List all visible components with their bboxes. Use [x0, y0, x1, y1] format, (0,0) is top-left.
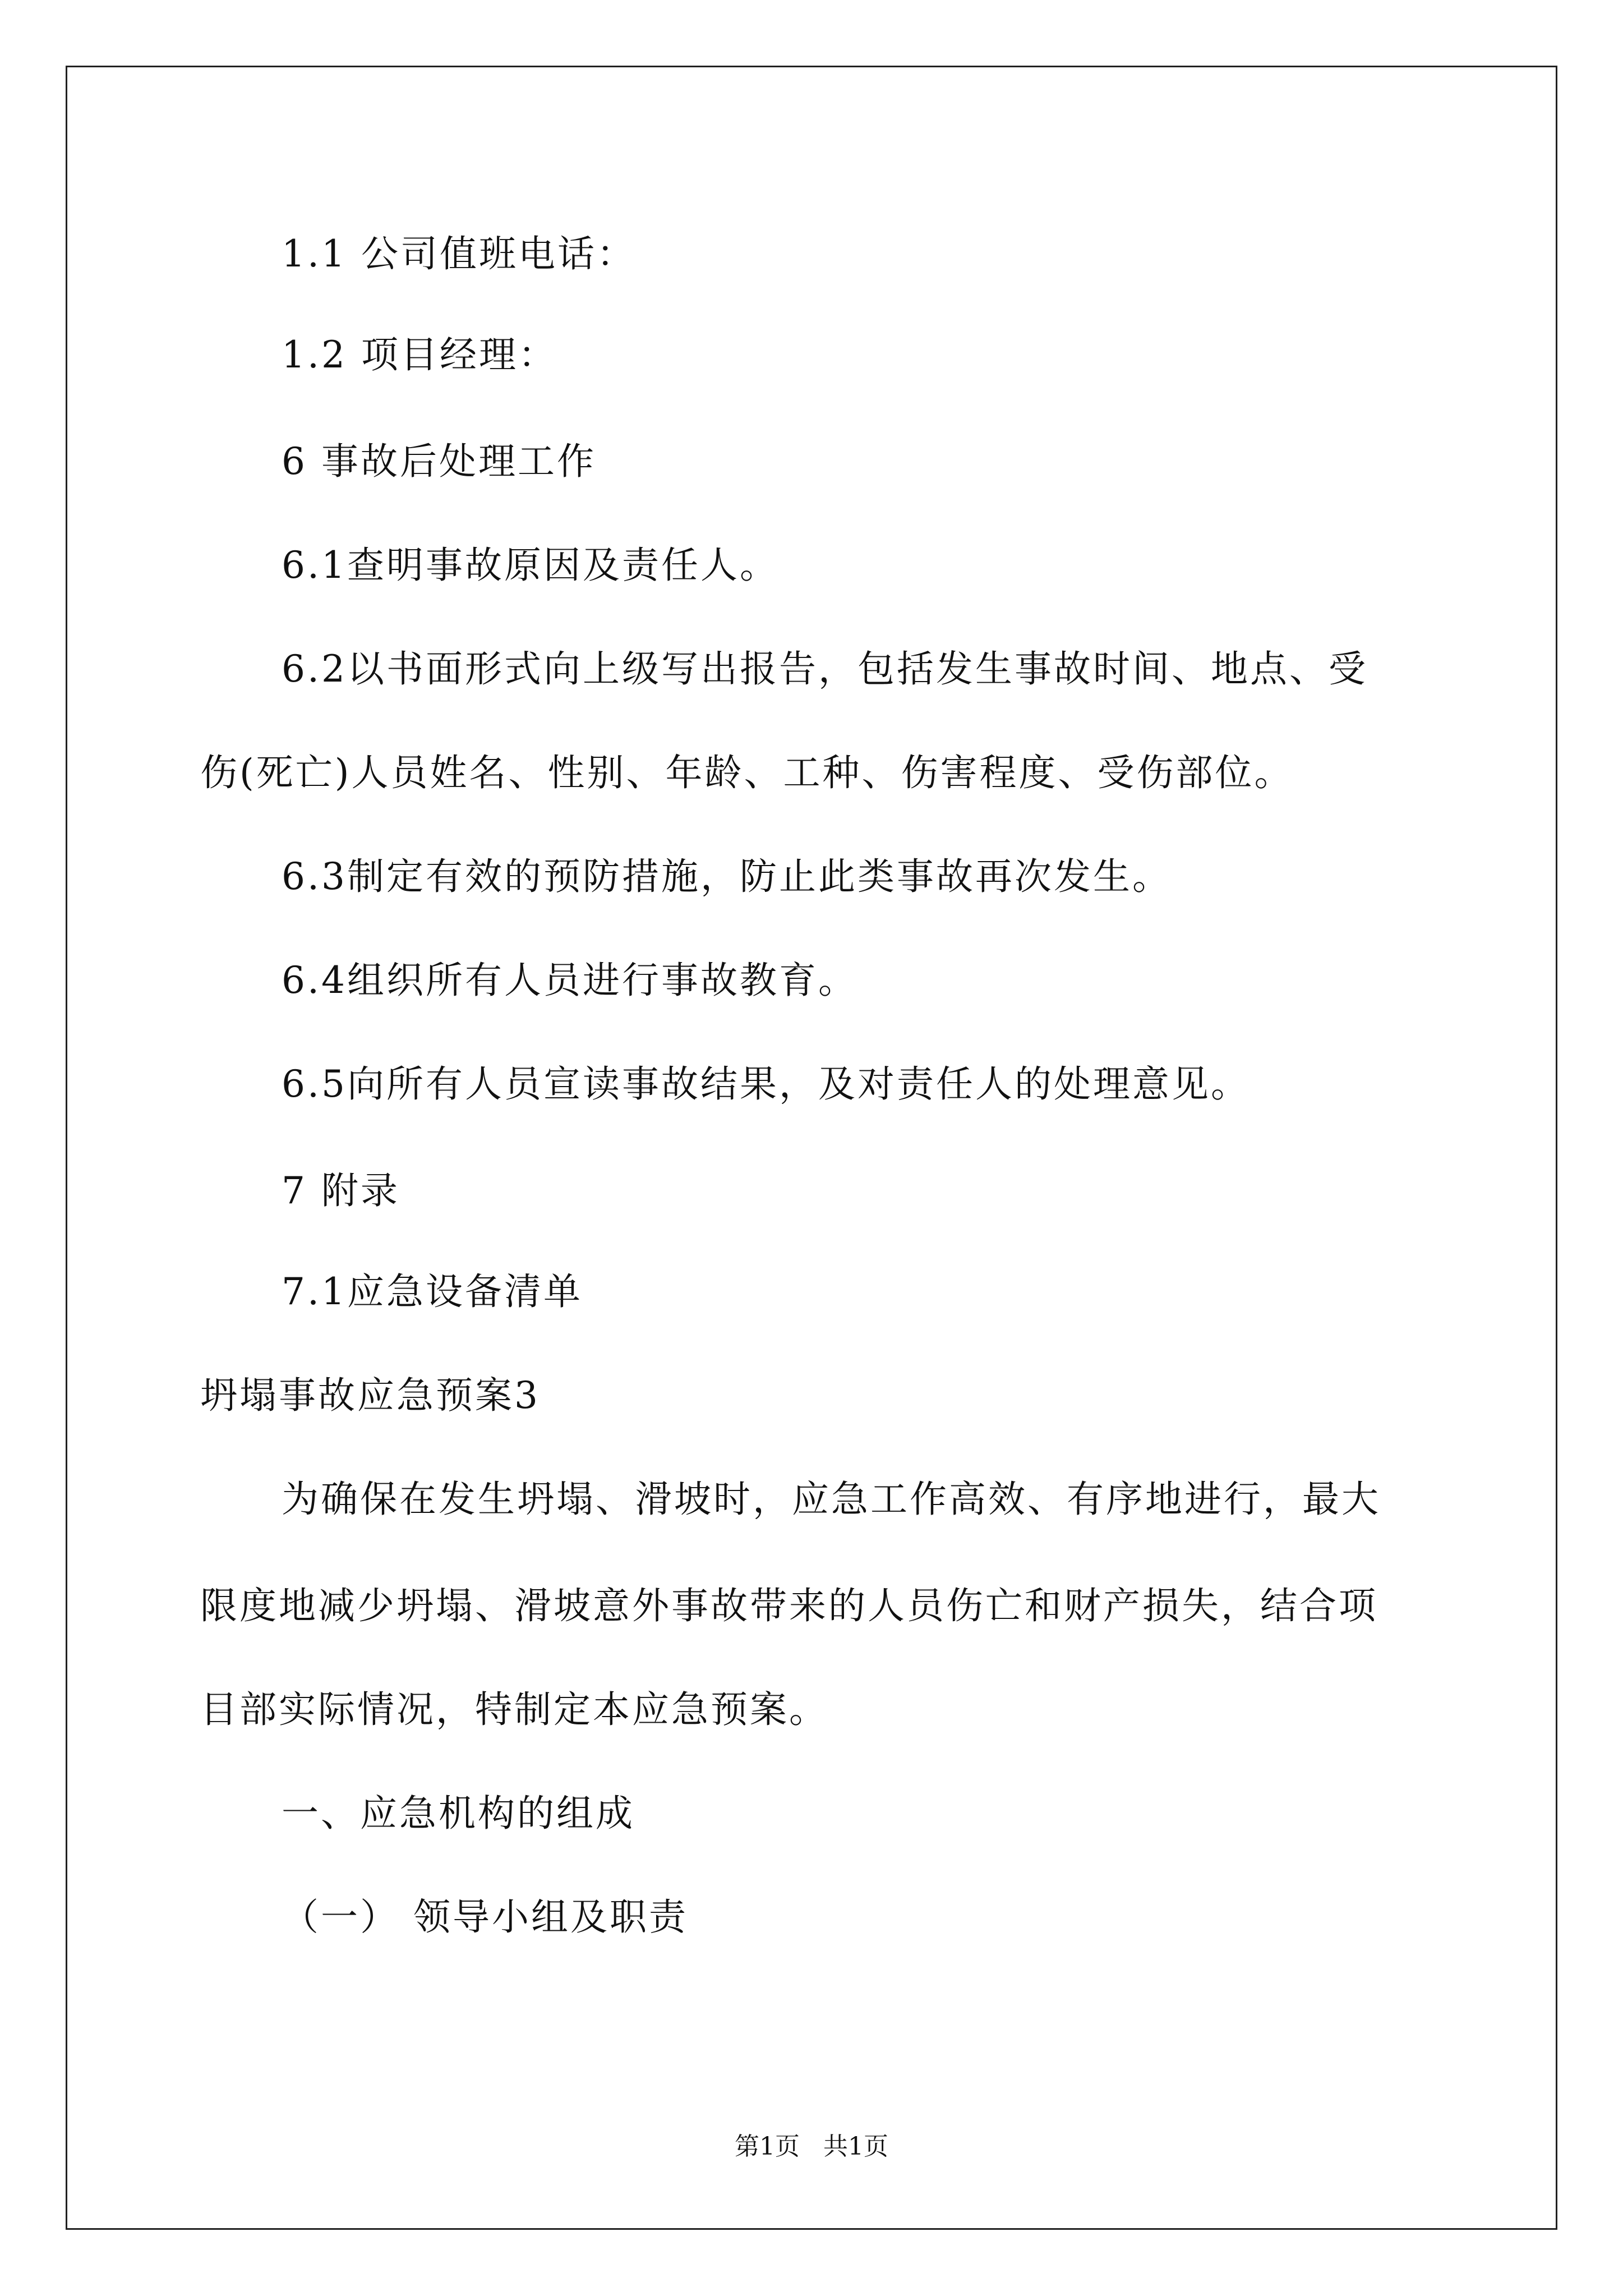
- document-title: 坍塌事故应急预案3: [200, 1374, 540, 1417]
- text-line: 为确保在发生坍塌、滑坡时，应急工作高效、有序地进行，最大: [282, 1478, 1381, 1521]
- text-line: 1.1 公司值班电话：: [282, 232, 636, 275]
- text-line: 1.2 项目经理：: [282, 333, 557, 376]
- section-heading: 一、应急机构的组成: [282, 1792, 635, 1835]
- section-heading: 6 事故后处理工作: [282, 440, 596, 483]
- text-line: 6.4组织所有人员进行事故教育。: [282, 959, 857, 1002]
- text-line: 6.2以书面形式向上级写出报告，包括发生事故时间、地点、受: [282, 647, 1368, 691]
- section-heading: 7 附录: [282, 1169, 400, 1212]
- text-line: 目部实际情况，特制定本应急预案。: [200, 1688, 828, 1731]
- page-footer: 第1页 共1页: [735, 2132, 888, 2161]
- text-line: 6.5向所有人员宣读事故结果，及对责任人的处理意见。: [282, 1062, 1250, 1106]
- text-line: 7.1应急设备清单: [282, 1270, 583, 1313]
- text-line: 限度地减少坍塌、滑坡意外事故带来的人员伤亡和财产损失，结合项: [200, 1584, 1378, 1627]
- text-line: 6.3制定有效的预防措施，防止此类事故再次发生。: [282, 855, 1172, 898]
- text-line: 6.1查明事故原因及责任人。: [282, 544, 779, 587]
- subsection-heading: （一） 领导小组及职责: [282, 1895, 688, 1939]
- text-line: 伤(死亡)人员姓名、性别、年龄、工种、伤害程度、受伤部位。: [200, 751, 1294, 794]
